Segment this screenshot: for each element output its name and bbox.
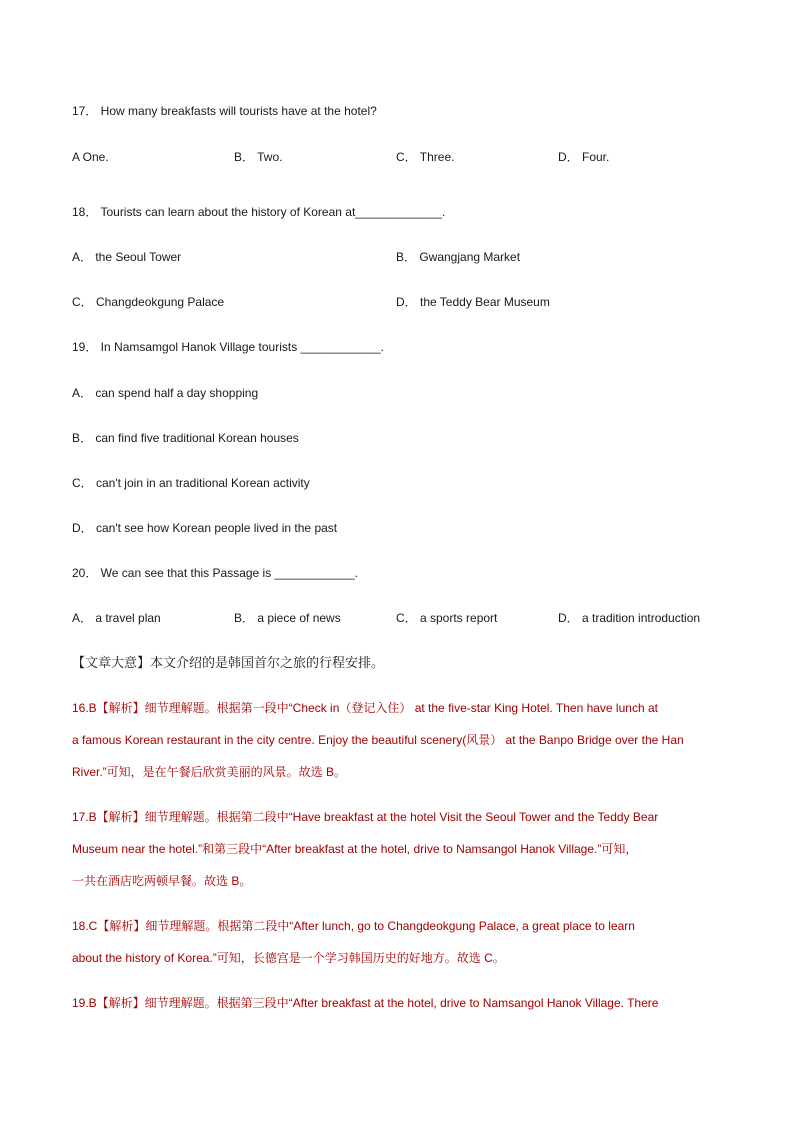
q19-option-c[interactable]: C． can't join in an traditional Korean activity — [72, 476, 310, 490]
explanation-19-line-1: 19.B【解析】细节理解题。根据第三段中“After breakfast at the hotel, drive to Namsangol Hanok Village. There — [72, 996, 659, 1010]
explanation-17-line-2: Museum near the hotel.”和第三段中“After breakfast at the hotel, drive to Namsangol Hanok Village.”可知， — [72, 842, 638, 856]
q20-option-c[interactable]: C． a sports report — [396, 611, 498, 625]
q20-option-a[interactable]: A． a travel plan — [72, 611, 161, 625]
q18-option-a[interactable]: A． the Seoul Tower — [72, 250, 182, 264]
explanation-17-line-1: 17.B【解析】细节理解题。根据第二段中“Have breakfast at the hotel Visit the Seoul Tower and the Teddy Bear — [72, 810, 659, 824]
question-17-stem: 17． How many breakfasts will tourists have at the hotel? — [72, 104, 377, 118]
explanation-18-line-1: 18.C【解析】细节理解题。根据第二段中“After lunch, go to Changdeokgung Palace, a great place to learn — [72, 919, 635, 933]
article-summary: 【文章大意】本文介绍的是韩国首尔之旅的行程安排。 — [72, 655, 385, 670]
q17-option-b[interactable]: B． Two. — [234, 150, 283, 164]
q18-option-c[interactable]: C． Changdeokgung Palace — [72, 295, 225, 309]
q18-option-d[interactable]: D． the Teddy Bear Museum — [396, 295, 550, 309]
explanation-18-line-2: about the history of Korea.”可知，长德宫是一个学习韩国历史的好地方。故选 C。 — [72, 951, 505, 965]
q18-option-b[interactable]: B． Gwangjang Market — [396, 250, 521, 264]
explanation-16-line-3: River.”可知，是在午餐后欣赏美丽的风景。故选 B。 — [72, 765, 347, 779]
explanation-17-line-3: 一共在酒店吃两顿早餐。故选 B。 — [72, 874, 252, 888]
question-19-stem: 19． In Namsamgol Hanok Village tourists ____________. — [72, 340, 384, 354]
question-20-stem: 20． We can see that this Passage is ____________. — [72, 566, 358, 580]
q19-option-a[interactable]: A． can spend half a day shopping — [72, 386, 259, 400]
q17-option-a[interactable]: A One. — [72, 150, 109, 164]
explanation-16-line-2: a famous Korean restaurant in the city centre. Enjoy the beautiful scenery(风景） at the Banpo Bridge over the Han — [72, 733, 684, 747]
q19-option-d[interactable]: D． can't see how Korean people lived in the past — [72, 521, 338, 535]
q20-option-b[interactable]: B． a piece of news — [234, 611, 341, 625]
q17-option-c[interactable]: C． Three. — [396, 150, 455, 164]
q20-option-d[interactable]: D． a tradition introduction — [558, 611, 701, 625]
question-18-stem: 18． Tourists can learn about the history of Korean at_____________. — [72, 205, 446, 219]
explanation-16-line-1: 16.B【解析】细节理解题。根据第一段中“Check in（登记入住） at the five-star King Hotel. Then have lunch at — [72, 701, 658, 715]
q19-option-b[interactable]: B． can find five traditional Korean houses — [72, 431, 299, 445]
q17-option-d[interactable]: D． Four. — [558, 150, 610, 164]
